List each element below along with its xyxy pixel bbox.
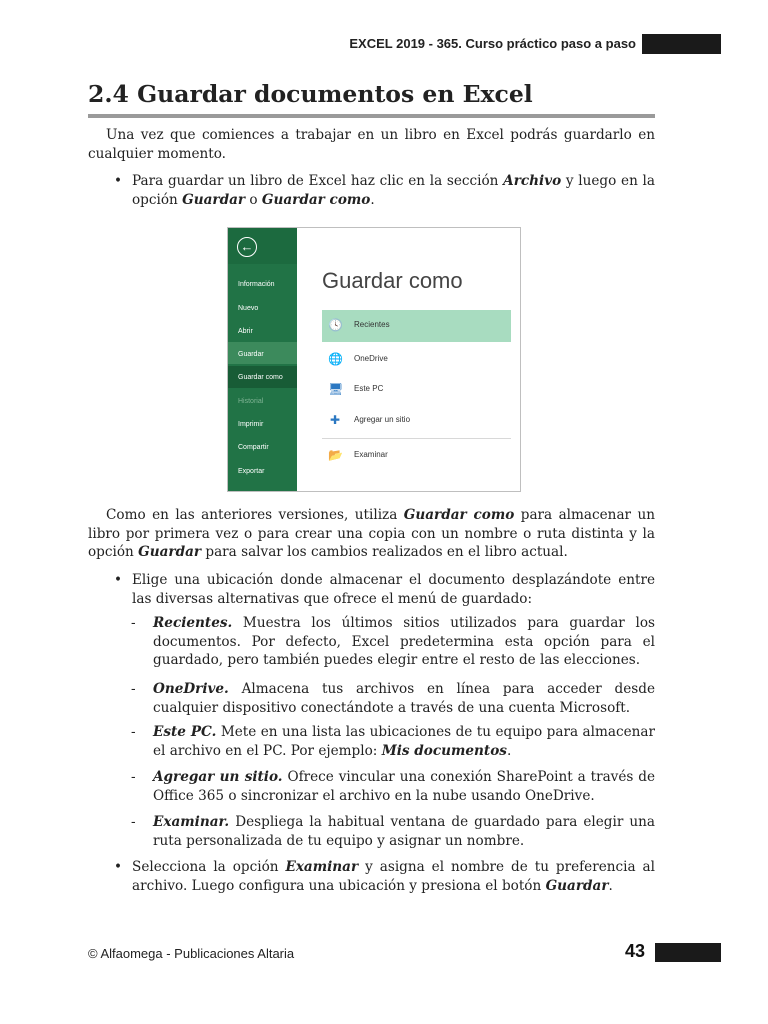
sidebar-item-exportar: Exportar — [238, 468, 265, 475]
text-run: Mete en una lista las ubicaciones de tu equipo para almacenar el archivo en el PC. Por ejemplo: — [153, 724, 655, 759]
header-bar — [642, 34, 721, 54]
bullet-marker: • — [114, 859, 123, 875]
footer-publisher: © Alfaomega - Publicaciones Altaria — [88, 946, 295, 961]
option-label: Examinar — [354, 450, 388, 459]
running-header: EXCEL 2019 - 365. Curso práctico paso a paso — [349, 36, 636, 51]
sidebar-item-informacion: Información — [238, 281, 275, 288]
folder-icon: 📂 — [328, 448, 343, 462]
option-agregar-sitio — [322, 405, 511, 437]
option-recientes — [322, 310, 511, 342]
bullet-item — [114, 571, 655, 608]
dash-marker: - — [131, 769, 136, 785]
sidebar-item-abrir: Abrir — [238, 328, 253, 335]
text-run: Despliega la habitual ventana de guardado para elegir una ruta personalizada de tu equipo y asignar un nombre. — [153, 814, 655, 849]
text-run: Almacena tus archivos en línea para acceder desde cualquier dispositivo conectándote a través de una cuenta Microsoft. — [153, 681, 655, 716]
option-examinar — [322, 440, 511, 472]
bullet-marker: • — [114, 173, 123, 189]
option-separator — [322, 438, 511, 439]
term-guardar-como: Guardar como — [261, 191, 371, 208]
term-archivo: Archivo — [503, 173, 562, 189]
text-run: para almacenar un libro por primera vez o para crear una copia con un nombre o ruta distinta y la opción — [88, 507, 655, 560]
text-run: . — [608, 877, 613, 894]
option-label: OneDrive — [354, 354, 388, 363]
text-run: Elige una ubicación donde almacenar el documento desplazándote entre las diversas alternativas que ofrece el menú de guardado: — [132, 572, 655, 607]
term: Recientes. — [153, 615, 233, 631]
section-title: 2.4 Guardar documentos en Excel — [88, 80, 533, 108]
dash-item-examinar — [131, 813, 655, 850]
back-arrow-icon: ← — [237, 237, 257, 257]
term-examinar: Examinar — [285, 859, 359, 875]
sidebar-item-compartir: Compartir — [238, 444, 269, 451]
term-guardar-como: Guardar como — [403, 507, 515, 523]
page-number: 43 — [625, 941, 646, 961]
dash-marker: - — [131, 814, 136, 830]
term-mis-documentos: Mis documentos — [381, 742, 507, 759]
text-run: o — [245, 191, 262, 208]
intro-paragraph: Una vez que comiences a trabajar en un libro en Excel podrás guardarlo en cualquier momento. — [88, 127, 655, 162]
term: Este PC. — [153, 724, 217, 740]
dash-marker: - — [131, 724, 136, 740]
sidebar-item-imprimir: Imprimir — [238, 421, 264, 428]
dash-item-onedrive — [131, 680, 655, 717]
text-run: y luego en la opción — [132, 173, 655, 208]
term: Agregar un sitio. — [153, 769, 283, 785]
term: Examinar. — [153, 814, 230, 830]
text-run: Selecciona la opción — [132, 859, 286, 875]
text-run: Muestra los últimos sitios utilizados para guardar los documentos. Por defecto, Excel predetermina esta opción para el guardado, pero también puedes elegir entre el resto de las elecciones. — [153, 615, 655, 668]
sidebar-item-nuevo: Nuevo — [238, 305, 259, 312]
term-guardar: Guardar — [182, 191, 246, 208]
clock-icon: 🕓 — [328, 318, 343, 332]
bullet-item — [114, 858, 655, 895]
guardar-como-screenshot — [227, 227, 521, 492]
option-label: Agregar un sitio — [354, 415, 411, 424]
dash-item-este-pc — [131, 723, 655, 760]
text-run: para salvar los cambios realizados en el libro actual. — [201, 544, 568, 560]
sidebar-item-guardar-como: Guardar como — [238, 374, 283, 381]
dash-marker: - — [131, 615, 136, 631]
text-run: . — [370, 191, 375, 208]
bullet-marker: • — [114, 572, 123, 588]
computer-icon: 🖥 — [328, 382, 344, 396]
text-run: Ofrece vincular una conexión SharePoint a través de Office 365 o sincronizar el archivo en la nube usando OneDrive. — [153, 769, 656, 804]
globe-icon: 🌐 — [328, 352, 343, 366]
title-rule — [88, 114, 655, 118]
option-label: Recientes — [354, 320, 390, 329]
text-run: . — [506, 742, 512, 759]
sidebar-item-guardar: Guardar — [238, 351, 264, 358]
footer-bar — [655, 943, 721, 962]
term-guardar: Guardar — [138, 544, 202, 560]
option-este-pc — [322, 374, 511, 406]
dash-item-agregar-sitio — [131, 768, 656, 805]
term: OneDrive. — [153, 681, 229, 697]
screenshot-title: Guardar como — [322, 268, 463, 293]
dash-marker: - — [131, 681, 136, 697]
option-label: Este PC — [354, 384, 384, 393]
sidebar-item-historial: Historial — [238, 398, 264, 405]
bullet-item — [114, 172, 655, 209]
paragraph-guardar-como — [88, 506, 655, 562]
text-run: y asigna el nombre de tu preferencia al archivo. Luego configura una ubicación y presiona el botón — [132, 859, 655, 894]
term-guardar: Guardar — [545, 877, 609, 894]
add-site-icon: ✚ — [329, 413, 341, 427]
option-onedrive — [322, 344, 511, 376]
text-run: Como en las anteriores versiones, utiliza — [106, 507, 404, 523]
text-run: Para guardar un libro de Excel haz clic en la sección — [132, 173, 504, 189]
dash-item-recientes — [131, 614, 655, 670]
